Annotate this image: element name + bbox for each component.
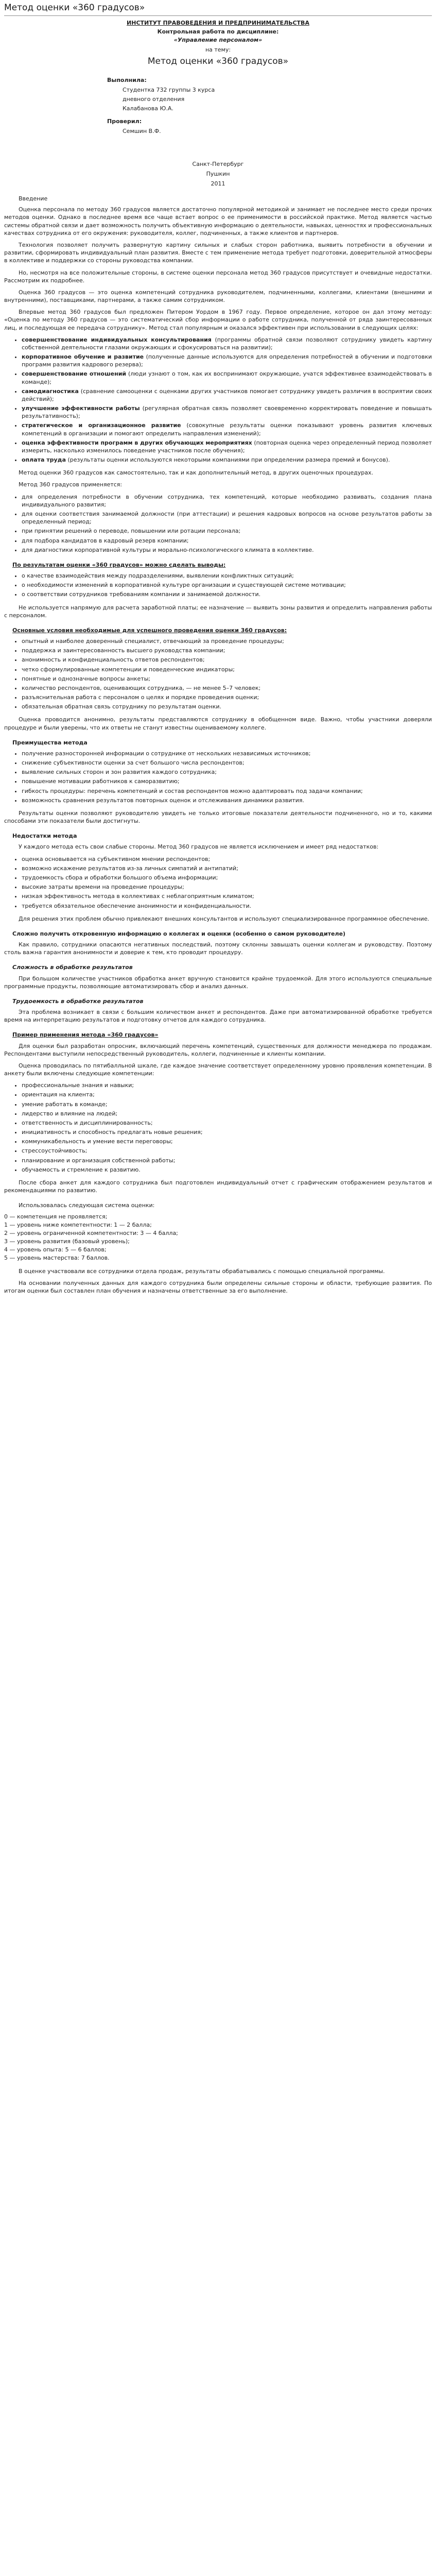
list-item: • возможно искажение результатов из-за личных симпатий и антипатий; <box>22 865 432 872</box>
list-item: • для диагностики корпоративной культуры и морально-психологического климата в коллективе. <box>22 546 432 554</box>
list-item: • при принятии решений о переводе, повышении или ротации персонала; <box>22 527 432 535</box>
list-item: • коммуникабельность и умение вести переговоры; <box>22 1138 432 1145</box>
levels-list <box>4 1213 432 1262</box>
intro-heading: Введение <box>19 195 48 202</box>
list-item: 1 — уровень ниже компетентности: 1 — 2 балла; <box>4 1221 152 1228</box>
done-line: дневного отделения <box>123 95 185 103</box>
list-item: • четко сформулированные компетенции и поведенческие индикаторы; <box>22 666 432 673</box>
list-item: • выявление сильных сторон и зон развития каждого сотрудника; <box>22 768 432 776</box>
list-item: 0 — компетенция не проявляется; <box>4 1213 108 1220</box>
document-title: Метод оценки «360 градусов» <box>4 2 432 16</box>
levels-paragraph: В оценке участвовали все сотрудники отдела продаж, результаты обрабатывались с помощью специальной программы. <box>19 1267 385 1275</box>
advantages-paragraph: Результаты оценки позволяют руководителю увидеть не только итоговые показатели деятельности подчиненного, но и то, какими способами эти показатели были достигнуты. <box>4 809 432 825</box>
advantages-list <box>4 750 432 804</box>
competencies-list <box>4 1081 432 1174</box>
done-line: Калабанова Ю.А. <box>123 105 173 112</box>
problem-paragraph: Эта проблема возникает в связи с большим количеством анкет и респондентов. Даже при автоматизированной обработке требуется время на интерпретацию результатов и подготовку отчетов для каждого сотрудника. <box>4 1009 432 1024</box>
list-item: • планирование и организация собственной работы; <box>22 1157 432 1164</box>
disadvantages-heading: Недостатки метода <box>12 833 77 840</box>
list-item: • получение разносторонней информации о сотруднике от нескольких независимых источников; <box>22 750 432 757</box>
list-item: • о качестве взаимодействия между подразделениями, выявлении конфликтных ситуаций; <box>22 572 432 580</box>
list-item: • совершенствование индивидуальных консультирования (программы обратной связи позволяют сотруднику увидеть картину собственной деятельности глазами окружающих и сфокусироваться на развитии); <box>22 336 432 351</box>
list-item: • инициативность и способность предлагать новые решения; <box>22 1128 432 1136</box>
city-line: Санкт-Петербург <box>192 160 244 167</box>
check-label: Проверил: <box>107 118 142 125</box>
conditions-list <box>4 637 432 710</box>
problem-paragraph: При большом количестве участников обработка анкет вручную становится крайне трудоемкой. Для этого используются специальные программные продукты, позволяющие автоматизировать сбор и анализ данных. <box>4 975 432 990</box>
advantages-heading: Преимущества метода <box>12 739 88 746</box>
results-heading: По результатам оценки «360 градусов» можно сделать выводы: <box>12 561 226 568</box>
city-line: Пушкин <box>206 170 230 177</box>
discipline-name: «Управление персоналом» <box>173 36 263 43</box>
topic-title: Метод оценки «360 градусов» <box>147 56 289 67</box>
list-item: • поддержка и заинтересованность высшего руководства компании; <box>22 647 432 654</box>
list-item: • самодиагностика (сравнение самооценки с оценками других участников помогает сотруднику увидеть различия в восприятии своих действий); <box>22 387 432 403</box>
done-line: Студентка 732 группы 3 курса <box>123 86 215 93</box>
done-label: Выполнила: <box>107 76 147 83</box>
example-paragraph: Оценка проводилась по пятибалльной шкале, где каждое значение соответствует определенному уровню проявления компетенции. В анкету были включены следующие компетенции: <box>4 1062 432 1077</box>
intro-paragraph: Технология позволяет получить развернутую картину сильных и слабых сторон работника, выявить потребности в обучении и развитии, сформировать индивидуальный план развития. Вместе с тем применение метода требует подготовки, доверительной атмосферы в коллективе и поддержки со стороны руководства компании. <box>4 242 432 264</box>
work-type: Контрольная работа по дисциплине: <box>157 28 279 35</box>
list-item: • анонимность и конфиденциальность ответов респондентов; <box>22 656 432 664</box>
levels-heading: Использовалась следующая система оценки: <box>19 1202 155 1209</box>
list-item: • для оценки соответствия занимаемой должности (при аттестации) и решения кадровых вопросов на основе результатов работы за определенный период; <box>22 510 432 526</box>
intro-paragraph: Но, несмотря на все положительные стороны, в системе оценки персонала метод 360 градусов присутствует и очевидные недостатки. Рассмотрим их подробнее. <box>4 269 432 284</box>
disadvantages-list <box>4 855 432 910</box>
list-item: • оценка эффективности программ в других обучающих мероприятиях (повторная оценка через определенный период позволяет измерить, насколько изменилось поведение участников после обучения); <box>22 439 432 454</box>
list-item: • низкая эффективность метода в коллективах с неблагоприятным климатом; <box>22 892 432 900</box>
institute-name: ИНСТИТУТ ПРАВОВЕДЕНИЯ И ПРЕДПРИНИМАТЕЛЬСТВА <box>127 20 309 27</box>
problem-heading: Трудоемкость в обработке результатов <box>12 997 144 1005</box>
list-item: • обучаемость и стремление к развитию. <box>22 1166 432 1174</box>
list-item: • разъяснительная работа с персоналом о целях и порядке проведения оценки; <box>22 693 432 701</box>
list-item: • гибкость процедуры: перечень компетенций и состав респондентов можно адаптировать под задачи компании; <box>22 787 432 795</box>
list-item: • оценка основывается на субъективном мнении респондентов; <box>22 855 432 863</box>
list-item: 5 — уровень мастерства: 7 баллов. <box>4 1255 110 1262</box>
list-item: • снижение субъективности оценки за счет большого числа респондентов; <box>22 759 432 767</box>
disadvantages-paragraph: У каждого метода есть свои слабые стороны. Метод 360 градусов не является исключением и имеет ряд недостатков: <box>19 843 379 851</box>
list-item: • трудоемкость сбора и обработки большого объема информации; <box>22 874 432 882</box>
list-item: • требуется обязательное обеспечение анонимности и конфиденциальности. <box>22 902 432 910</box>
results-paragraph: Не используется напрямую для расчета заработной платы; ее назначение — выявить зоны развития и определить направления работы с персоналом. <box>4 604 432 619</box>
list-item: 4 — уровень опыта: 5 — 6 баллов; <box>4 1246 107 1253</box>
list-item: • обязательная обратная связь сотруднику по результатам оценки. <box>22 703 432 710</box>
list-item: • стрессоустойчивость; <box>22 1147 432 1155</box>
list-item: • стратегическое и организационное развитие (совокупные результаты оценки показывают уровень развития ключевых компетенций в организации и помогают определить направления изменений); <box>22 421 432 437</box>
levels-paragraph: На основании полученных данных для каждого сотрудника были определены сильные стороны и области, требующие развития. По итогам оценки был составлен план обучения и назначены ответственные за его выполнение. <box>4 1279 432 1294</box>
list-item: • количество респондентов, оценивающих сотрудника, — не менее 5–7 человек; <box>22 684 432 692</box>
list-item: • для определения потребности в обучении сотрудника, тех компетенций, которые необходимо развивать, создания плана индивидуального развития; <box>22 493 432 509</box>
method-paragraph: Впервые метод 360 градусов был предложен Питером Уордом в 1967 году. Первое определение, которое он дал этому методу: «Оценка по методу 360 градусов — это систематический сбор информации о работе сотрудника, полученной от ряда заинтересованных лиц, и последующая ее передача сотруднику». Метод стал популярным и оказался эффективен при использовании в следующих целях: <box>4 309 432 331</box>
problem-paragraph: Как правило, сотрудники опасаются негативных последствий, поэтому склонны завышать оценки коллегам и руководству. Поэтому столь важна гарантия анонимности и доверие к тем, кто проводит процедуру. <box>4 941 432 956</box>
intro-paragraph: Оценка персонала по методу 360 градусов является достаточно популярной методикой и занимает не последнее место среди прочих методов оценки. Однако в последнее время все чаще встает вопрос о ее применимости в российской практике. Метод является частью системы обратной связи и дает возможность получить объективную информацию о деятельности, навыках, ценностях и профессиональных качествах сотрудника от его окружения: руководителя, коллег, подчиненных, а также клиентов и партнеров. <box>4 206 432 236</box>
conditions-heading: Основные условия необходимые для успешного проведения оценки 360 градусов: <box>12 626 287 634</box>
list-item: • опытный и наиболее доверенный специалист, отвечающий за проведение процедуры; <box>22 637 432 645</box>
problem-heading: Сложность в обработке результатов <box>12 964 133 971</box>
list-item: • совершенствование отношений (люди узнают о том, как их воспринимают окружающие, учатся эффективнее взаимодействовать в команде); <box>22 370 432 385</box>
method-paragraph: Метод 360 градусов применяется: <box>19 481 123 488</box>
example-heading: Пример применения метода «360 градусов» <box>12 1031 159 1039</box>
list-item: • оплата труда (результаты оценки используются некоторыми компаниями при определении размера премий и бонусов). <box>22 456 432 464</box>
list-item: 2 — уровень ограниченной компетентности: 3 — 4 балла; <box>4 1229 178 1236</box>
list-item: • умение работать в команде; <box>22 1100 432 1108</box>
example-paragraph: После сбора анкет для каждого сотрудника был подготовлен индивидуальный отчет с графическим отображением результатов и рекомендациями по развитию. <box>4 1179 432 1194</box>
conditions-paragraph: Оценка проводится анонимно, результаты представляются сотруднику в обобщенном виде. Важно, чтобы участники доверяли процедуре и были уверены, что их ответы не станут известны оцениваемому коллеге. <box>4 716 432 731</box>
year-line: 2011 <box>211 180 225 187</box>
list-item: • корпоративное обучение и развитие (полученные данные используются для определения потребностей в обучении и подготовки программ развития кадрового резерва); <box>22 353 432 368</box>
check-line: Семшин В.Ф. <box>123 128 161 135</box>
list-item: • ориентация на клиента; <box>22 1091 432 1098</box>
problem-heading: Сложно получить откровенную информацию о коллегах и оценки (особенно о самом руководителе) <box>12 930 346 937</box>
example-paragraph: Для оценки был разработан опросник, включающий перечень компетенций, существенных для должности менеджера по продажам. Респондентами выступили непосредственный руководитель, коллеги, подчиненные и клиенты компании. <box>4 1042 432 1057</box>
list-item: • возможность сравнения результатов повторных оценок и отслеживания динамики развития. <box>22 796 432 804</box>
list-item: 3 — уровень развития (базовый уровень); <box>4 1238 130 1245</box>
list-item: • для подбора кандидатов в кадровый резерв компании; <box>22 537 432 545</box>
list-item: • высокие затраты времени на проведение процедуры; <box>22 883 432 891</box>
list-item: • лидерство и влияние на людей; <box>22 1110 432 1117</box>
method-paragraph: Метод оценки 360 градусов как самостоятельно, так и как дополнительный метод, в других оценочных процедурах. <box>19 469 373 477</box>
results-list <box>4 572 432 599</box>
disadvantages-paragraph: Для решения этих проблем обычно привлекают внешних консультантов и используют специализированное программное обеспечение. <box>19 915 429 922</box>
list-item: • повышение мотивации работников к саморазвитию; <box>22 777 432 785</box>
list-item: • профессиональные знания и навыки; <box>22 1081 432 1089</box>
list-item: • ответственность и дисциплинированность; <box>22 1119 432 1127</box>
method-goals-list <box>4 336 432 464</box>
topic-label: на тему: <box>205 46 231 53</box>
list-item: • понятные и однозначные вопросы анкеты; <box>22 675 432 683</box>
method-uses-list <box>4 493 432 554</box>
list-item: • о соответствии сотрудников требованиям компании и занимаемой должности. <box>22 590 432 598</box>
list-item: • о необходимости изменений в корпоративной культуре организации и существующей системе мотивации; <box>22 581 432 589</box>
method-paragraph: Оценка 360 градусов — это оценка компетенций сотрудника руководителем, подчиненными, коллегами, клиентами (внешними и внутренними), поставщиками, партнерами, а также самим сотрудником. <box>4 289 432 304</box>
list-item: • улучшение эффективности работы (регулярная обратная связь позволяет своевременно корректировать поведение и повышать результативность); <box>22 404 432 420</box>
